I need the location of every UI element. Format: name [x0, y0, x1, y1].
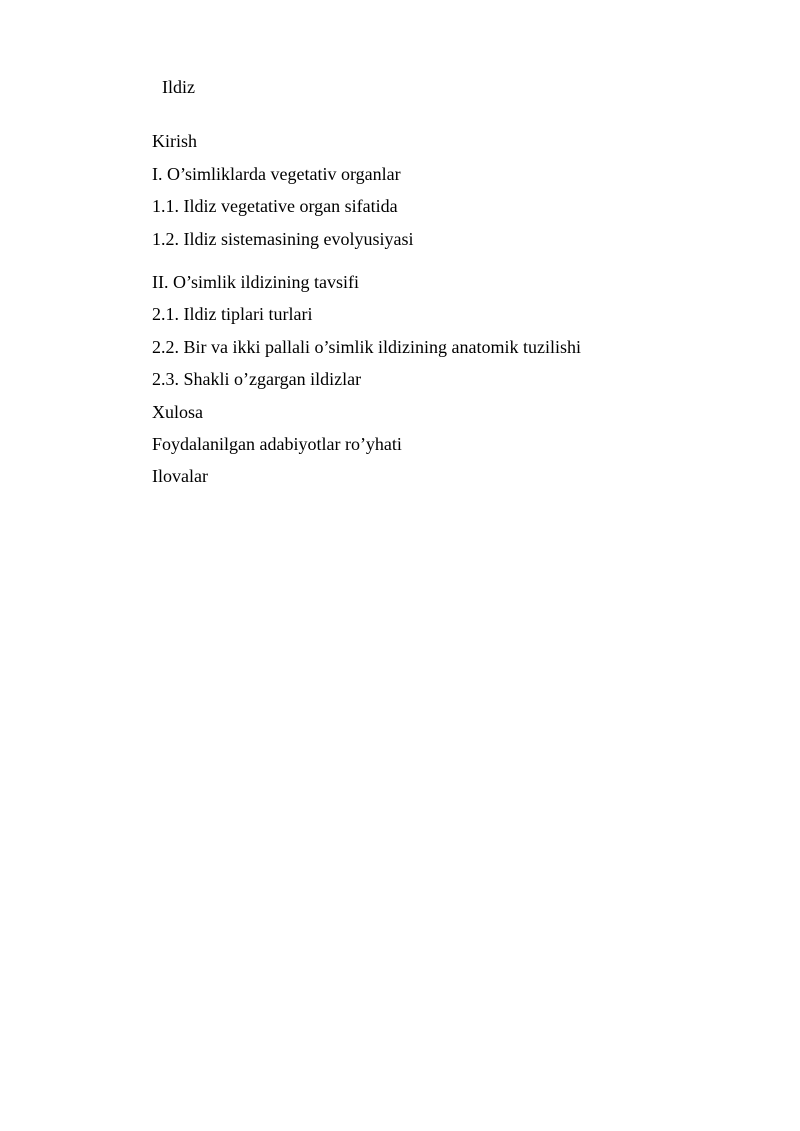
toc-item-chapter-1: I. O’simliklarda vegetativ organlar: [152, 164, 401, 184]
toc-item-1-1: 1.1. Ildiz vegetative organ sifatida: [152, 196, 398, 216]
toc-item-2-3: 2.3. Shakli o’zgargan ildizlar: [152, 369, 362, 389]
toc-item-references: Foydalanilgan adabiyotlar ro’yhati: [152, 434, 402, 454]
toc-item-appendices: Ilovalar: [152, 466, 208, 486]
toc-item-introduction: Kirish: [152, 131, 197, 151]
toc-item-2-2: 2.2. Bir va ikki pallali o’simlik ildizining anatomik tuzilishi: [152, 337, 581, 357]
toc-item-conclusion: Xulosa: [152, 402, 203, 422]
toc-item-1-2: 1.2. Ildiz sistemasining evolyusiyasi: [152, 229, 414, 249]
toc-item-2-1: 2.1. Ildiz tiplari turlari: [152, 304, 313, 324]
document-title: Ildiz: [162, 77, 195, 97]
toc-item-chapter-2: II. O’simlik ildizining tavsifi: [152, 272, 359, 292]
